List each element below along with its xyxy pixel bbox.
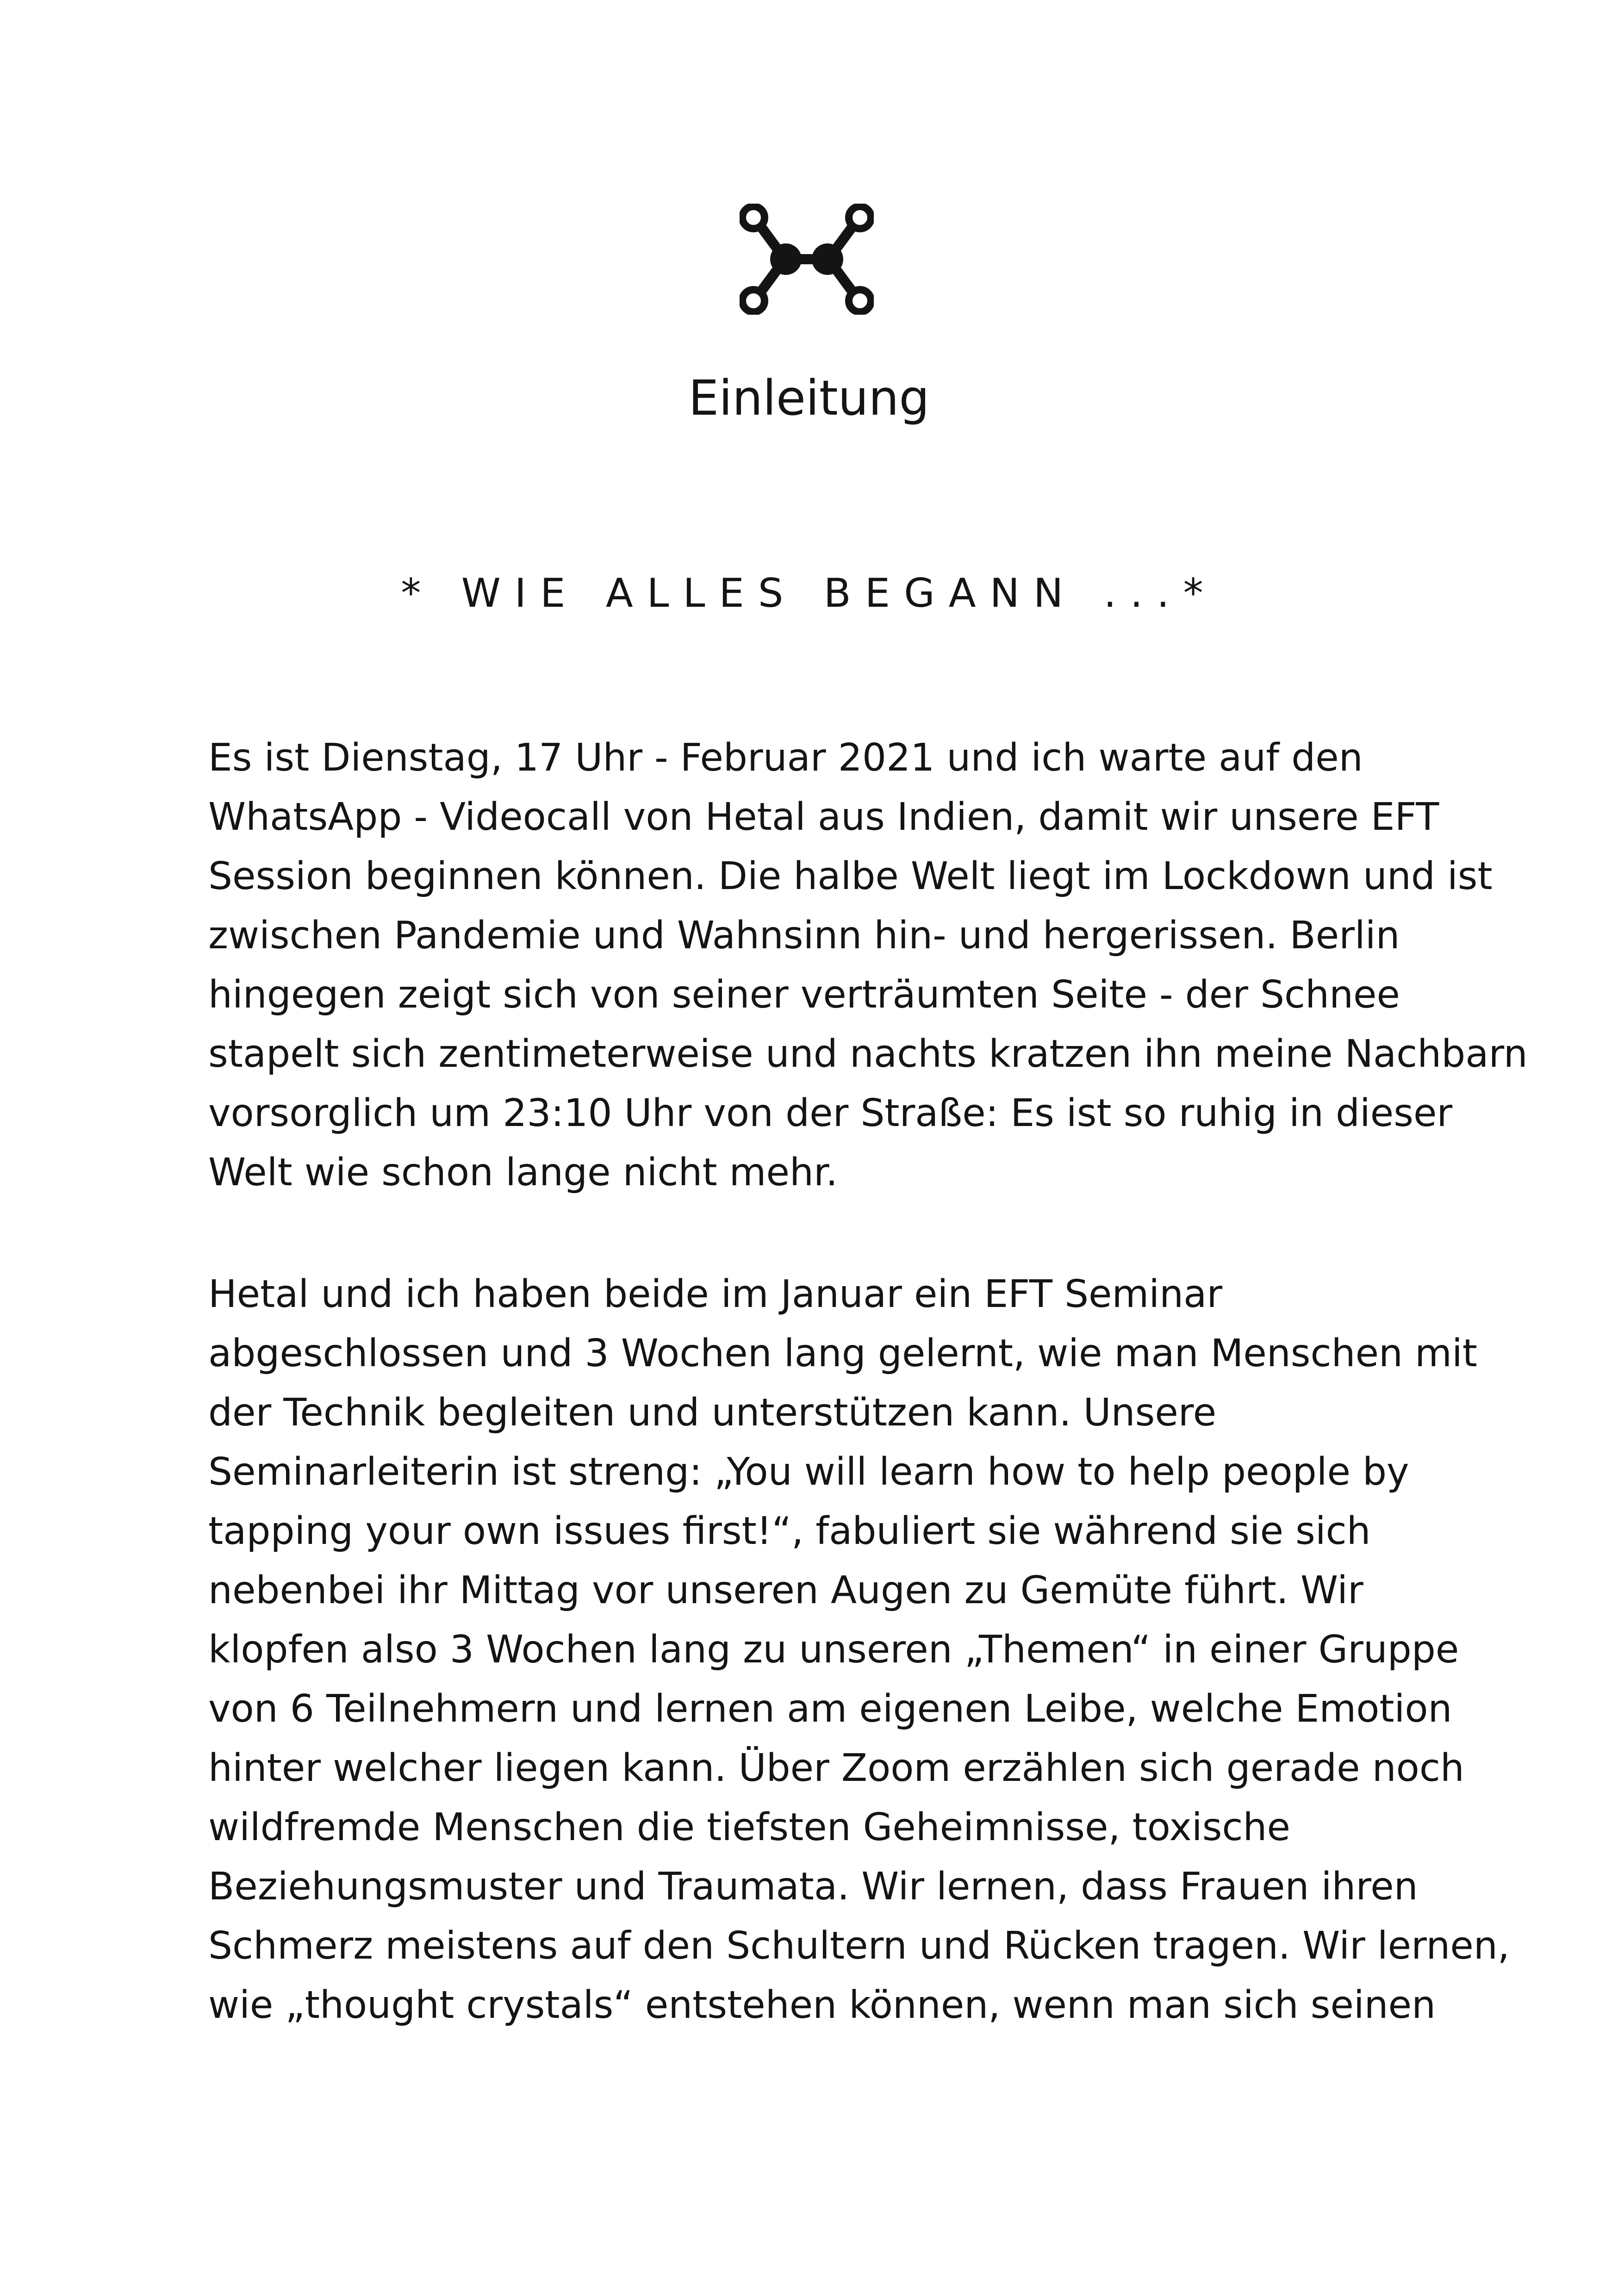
text-line: stapelt sich zentimeterweise und nachts kratzen ihn meine Nachbarn <box>208 1032 1528 1076</box>
text-line: wie „thought crystals“ entstehen können, wenn man sich seinen <box>208 1983 1436 2027</box>
text-line: WhatsApp - Videocall von Hetal aus Indien, damit wir unsere EFT <box>208 795 1439 839</box>
text-line: abgeschlossen und 3 Wochen lang gelernt, wie man Menschen mit <box>208 1332 1477 1375</box>
text-line: zwischen Pandemie und Wahnsinn hin- und hergerissen. Berlin <box>208 914 1400 958</box>
molecule-network-icon <box>740 204 874 315</box>
text-line: Seminarleiterin ist streng: „You will learn how to help people by <box>208 1450 1409 1494</box>
text-line: Schmerz meistens auf den Schultern und Rücken tragen. Wir lernen, <box>208 1924 1510 1968</box>
text-line: Hetal und ich haben beide im Januar ein EFT Seminar <box>208 1272 1223 1316</box>
text-line: klopfen also 3 Wochen lang zu unseren „Themen“ in einer Gruppe <box>208 1628 1459 1672</box>
text-line: hingegen zeigt sich von seiner verträumten Seite - der Schnee <box>208 973 1400 1017</box>
text-line: hinter welcher liegen kann. Über Zoom erzählen sich gerade noch <box>208 1746 1464 1790</box>
paragraph-2 <box>208 1265 1510 2035</box>
chapter-title: Einleitung <box>688 370 930 426</box>
text-line: der Technik begleiten und unterstützen kann. Unsere <box>208 1391 1217 1435</box>
text-line: von 6 Teilnehmern und lernen am eigenen Leibe, welche Emotion <box>208 1687 1452 1731</box>
text-line: vorsorglich um 23:10 Uhr von der Straße: Es ist so ruhig in dieser <box>208 1091 1453 1135</box>
section-heading: * WIE ALLES BEGANN ...* <box>401 570 1217 616</box>
text-line: Beziehungsmuster und Traumata. Wir lernen, dass Frauen ihren <box>208 1865 1418 1909</box>
text-line: tapping your own issues first!“, fabuliert sie während sie sich <box>208 1509 1371 1553</box>
text-line: Welt wie schon lange nicht mehr. <box>208 1151 838 1195</box>
text-line: Session beginnen können. Die halbe Welt liegt im Lockdown und ist <box>208 854 1493 898</box>
paragraph-1 <box>208 728 1528 1202</box>
text-line: nebenbei ihr Mittag vor unseren Augen zu Gemüte führt. Wir <box>208 1568 1363 1612</box>
text-line: Es ist Dienstag, 17 Uhr - Februar 2021 und ich warte auf den <box>208 736 1363 780</box>
text-line: wildfremde Menschen die tiefsten Geheimnisse, toxische <box>208 1805 1290 1849</box>
